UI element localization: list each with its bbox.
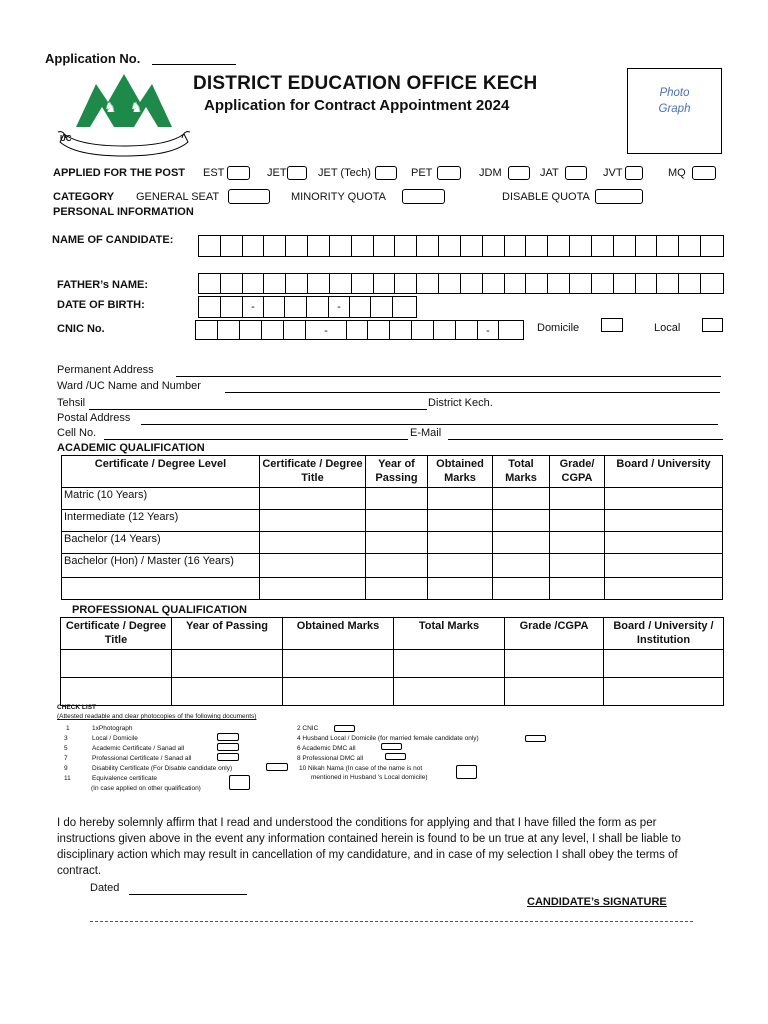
ward-field[interactable] xyxy=(225,392,720,393)
post-option-label: JDM xyxy=(479,167,502,179)
post-checkbox-est[interactable] xyxy=(227,166,250,180)
table-cell[interactable] xyxy=(260,510,366,532)
post-checkbox-jvt[interactable] xyxy=(625,166,643,180)
table-cell[interactable] xyxy=(493,578,550,600)
checklist-checkbox[interactable] xyxy=(456,765,477,779)
academic-heading: ACADEMIC QUALIFICATION xyxy=(57,442,205,454)
category-checkbox-general[interactable] xyxy=(228,189,270,204)
table-row xyxy=(62,532,723,554)
postal-address-label: Postal Address xyxy=(57,412,131,424)
post-option-label: JAT xyxy=(540,167,559,179)
table-cell[interactable] xyxy=(428,532,493,554)
svg-text:♞: ♞ xyxy=(130,100,143,116)
cell-field[interactable] xyxy=(104,439,408,440)
checklist-checkbox[interactable] xyxy=(217,753,239,761)
email-field[interactable] xyxy=(448,439,723,440)
post-checkbox-jat[interactable] xyxy=(565,166,587,180)
academic-col-header: Obtained Marks xyxy=(428,456,493,488)
post-option-label: JET xyxy=(267,167,287,179)
post-checkbox-mq[interactable] xyxy=(692,166,716,180)
table-cell[interactable] xyxy=(61,650,172,678)
table-cell[interactable] xyxy=(550,578,605,600)
table-cell[interactable] xyxy=(366,532,428,554)
table-cell[interactable] xyxy=(493,554,550,578)
tehsil-field[interactable] xyxy=(89,409,427,410)
professional-col-header: Certificate / Degree Title xyxy=(61,618,172,650)
post-option-label: JVT xyxy=(603,167,623,179)
academic-row-label: Bachelor (Hon) / Master (16 Years) xyxy=(62,554,260,578)
dob-label: DATE OF BIRTH: xyxy=(57,299,145,311)
post-label: APPLIED FOR THE POST xyxy=(53,167,186,179)
checklist-item: Professional Certificate / Sanad all xyxy=(92,755,192,762)
academic-col-header: Year of Passing xyxy=(366,456,428,488)
district-label: District Kech. xyxy=(428,397,493,409)
academic-row-label: Bachelor (14 Years) xyxy=(62,532,260,554)
table-cell[interactable] xyxy=(493,488,550,510)
table-cell[interactable] xyxy=(172,650,283,678)
table-row xyxy=(62,488,723,510)
cnic-separator: - xyxy=(324,325,328,337)
checklist-checkbox[interactable] xyxy=(385,753,406,760)
checklist-item: Academic Certificate / Sanad all xyxy=(92,745,185,752)
table-row xyxy=(61,678,724,706)
table-row xyxy=(62,510,723,532)
table-cell[interactable] xyxy=(493,510,550,532)
declaration-text: I do hereby solemnly affirm that I read and understood the conditions for applying and that I have filled the form as per instructions given above in the event any information contained herein is found to be un true at any level, I shall be liable to disciplinary action which may result in cancellation of my candidature, and in case of my selection I shall obey the terms of contract. xyxy=(57,817,681,877)
table-cell[interactable] xyxy=(428,488,493,510)
checklist-item: Disability Certificate (For Disable candidate only) xyxy=(92,765,233,772)
table-cell[interactable] xyxy=(604,650,724,678)
local-label: Local xyxy=(654,322,681,334)
professional-col-header: Grade /CGPA xyxy=(505,618,604,650)
table-row xyxy=(61,650,724,678)
checklist-item: 4 Husband Local / Domicile (for married female candidate only) xyxy=(297,735,479,742)
table-cell[interactable] xyxy=(505,678,604,706)
academic-row-label: Intermediate (12 Years) xyxy=(62,510,260,532)
table-cell[interactable] xyxy=(366,554,428,578)
postal-address-field[interactable] xyxy=(141,424,718,425)
category-option-label: DISABLE QUOTA xyxy=(502,191,590,203)
checklist-note: (Attested readable and clear photocopies of the following documents) xyxy=(57,713,257,720)
permanent-address-label: Permanent Address xyxy=(57,364,154,376)
table-cell[interactable] xyxy=(61,678,172,706)
checklist-num: 11 xyxy=(64,775,71,782)
father-name-input[interactable] xyxy=(198,273,724,294)
local-checkbox[interactable] xyxy=(702,318,723,332)
cnic-input[interactable] xyxy=(195,320,524,340)
dob-separator: - xyxy=(337,301,341,313)
email-label: E-Mail xyxy=(410,427,442,439)
name-label: NAME OF CANDIDATE: xyxy=(52,234,174,246)
category-label: CATEGORY xyxy=(53,191,115,203)
table-cell[interactable] xyxy=(260,578,366,600)
photo-box[interactable] xyxy=(627,68,722,154)
dated-label: Dated xyxy=(90,882,120,894)
table-cell[interactable] xyxy=(605,578,723,600)
checklist-item: 8 Professional DMC all xyxy=(297,755,364,762)
table-cell[interactable] xyxy=(172,678,283,706)
checklist-item: 10 Nikah Nama (In case of the name is not xyxy=(299,765,423,772)
professional-col-header: Board / University / Institution xyxy=(604,618,724,650)
table-cell[interactable] xyxy=(394,650,505,678)
tehsil-label: Tehsil xyxy=(57,397,86,409)
table-cell[interactable] xyxy=(260,554,366,578)
form-subtitle: Application for Contract Appointment 2024 xyxy=(204,97,510,114)
professional-col-header: Total Marks xyxy=(394,618,505,650)
dob-separator: - xyxy=(251,301,255,313)
permanent-address-field[interactable] xyxy=(176,376,721,377)
checklist-item: Local / Domicile xyxy=(92,735,138,742)
academic-table xyxy=(61,455,723,600)
checklist-num: 3 xyxy=(64,735,68,742)
table-cell[interactable] xyxy=(428,554,493,578)
table-cell[interactable] xyxy=(260,488,366,510)
professional-table xyxy=(60,617,724,706)
category-checkbox-disable[interactable] xyxy=(595,189,643,204)
checklist-item-note: mentioned in Husband 's Local domicile) xyxy=(311,774,428,781)
table-cell[interactable] xyxy=(550,510,605,532)
checklist-checkbox[interactable] xyxy=(381,743,402,750)
logo-text: UC xyxy=(60,134,72,143)
table-cell[interactable] xyxy=(605,510,723,532)
checklist-num: 5 xyxy=(64,745,68,752)
academic-row-label: Matric (10 Years) xyxy=(62,488,260,510)
table-cell[interactable] xyxy=(366,578,428,600)
table-row xyxy=(62,578,723,600)
academic-col-header: Certificate / Degree Title xyxy=(260,456,366,488)
father-name-label: FATHER’s NAME: xyxy=(57,279,149,291)
post-checkbox-jet[interactable] xyxy=(287,166,307,180)
checklist-item: 6 Academic DMC all xyxy=(297,745,356,752)
category-option-label: MINORITY QUOTA xyxy=(291,191,386,203)
table-cell[interactable] xyxy=(550,488,605,510)
post-option-label: MQ xyxy=(668,167,686,179)
ward-label: Ward /UC Name and Number xyxy=(57,380,201,392)
cell-label: Cell No. xyxy=(57,427,97,439)
table-cell[interactable] xyxy=(605,554,723,578)
svg-text:♞: ♞ xyxy=(104,100,117,116)
post-option-label: EST xyxy=(203,167,225,179)
academic-col-header: Grade/ CGPA xyxy=(550,456,605,488)
checklist-item: Equivalence certificate xyxy=(92,775,158,782)
category-checkbox-minority[interactable] xyxy=(402,189,445,204)
checklist-checkbox[interactable] xyxy=(217,743,239,751)
professional-col-header: Obtained Marks xyxy=(283,618,394,650)
cnic-separator: - xyxy=(486,325,490,337)
post-checkbox-pet[interactable] xyxy=(437,166,461,180)
checklist-num: 1 xyxy=(66,725,70,732)
personal-info-heading: PERSONAL INFORMATION xyxy=(53,206,194,218)
table-cell[interactable] xyxy=(605,488,723,510)
checklist-checkbox[interactable] xyxy=(266,763,288,771)
table-cell[interactable] xyxy=(283,678,394,706)
academic-col-header: Board / University xyxy=(605,456,723,488)
signature-line[interactable] xyxy=(90,921,693,922)
checklist-item: 1xPhotograph xyxy=(92,725,133,732)
checklist-item-note: (In case applied on other qualification) xyxy=(91,785,201,792)
checklist-num: 7 xyxy=(64,755,68,762)
post-checkbox-jdm[interactable] xyxy=(508,166,530,180)
checklist-checkbox[interactable] xyxy=(229,775,250,790)
category-option-label: GENERAL SEAT xyxy=(136,191,220,203)
dob-input[interactable] xyxy=(198,296,417,318)
table-cell[interactable] xyxy=(366,510,428,532)
name-input[interactable] xyxy=(198,235,724,257)
academic-row-label xyxy=(62,578,260,600)
table-row xyxy=(62,554,723,578)
table-cell[interactable] xyxy=(260,532,366,554)
table-cell[interactable] xyxy=(394,678,505,706)
academic-col-header: Total Marks xyxy=(493,456,550,488)
post-checkbox-jet-tech[interactable] xyxy=(375,166,397,180)
checklist-num: 9 xyxy=(64,765,68,772)
post-option-label: JET (Tech) xyxy=(318,167,371,179)
academic-col-header: Certificate / Degree Level xyxy=(62,456,260,488)
table-cell[interactable] xyxy=(550,554,605,578)
checklist-checkbox[interactable] xyxy=(525,735,546,742)
application-no-label: Application No. xyxy=(45,51,141,66)
table-cell[interactable] xyxy=(604,678,724,706)
table-cell[interactable] xyxy=(605,532,723,554)
professional-col-header: Year of Passing xyxy=(172,618,283,650)
table-cell[interactable] xyxy=(505,650,604,678)
domicile-checkbox[interactable] xyxy=(601,318,623,332)
domicile-label: Domicile xyxy=(537,322,580,334)
photo-label-2: Graph xyxy=(658,103,691,115)
office-title: DISTRICT EDUCATION OFFICE KECH xyxy=(193,73,538,94)
dated-field[interactable] xyxy=(129,894,247,895)
application-no-field[interactable] xyxy=(152,64,236,65)
logo xyxy=(56,72,192,164)
checklist-checkbox[interactable] xyxy=(217,733,239,741)
table-cell[interactable] xyxy=(550,532,605,554)
photo-label: Photo xyxy=(659,87,690,99)
checklist-item: 2 CNIC xyxy=(297,725,319,732)
cnic-label: CNIC No. xyxy=(57,323,105,335)
checklist-checkbox[interactable] xyxy=(334,725,355,732)
professional-heading: PROFESSIONAL QUALIFICATION xyxy=(72,604,247,616)
table-cell[interactable] xyxy=(428,510,493,532)
table-cell[interactable] xyxy=(428,578,493,600)
table-cell[interactable] xyxy=(493,532,550,554)
table-cell[interactable] xyxy=(366,488,428,510)
table-cell[interactable] xyxy=(283,650,394,678)
post-option-label: PET xyxy=(411,167,433,179)
candidate-signature-label: CANDIDATE’s SIGNATURE xyxy=(527,896,667,908)
checklist-title: CHECK LIST xyxy=(57,704,96,711)
